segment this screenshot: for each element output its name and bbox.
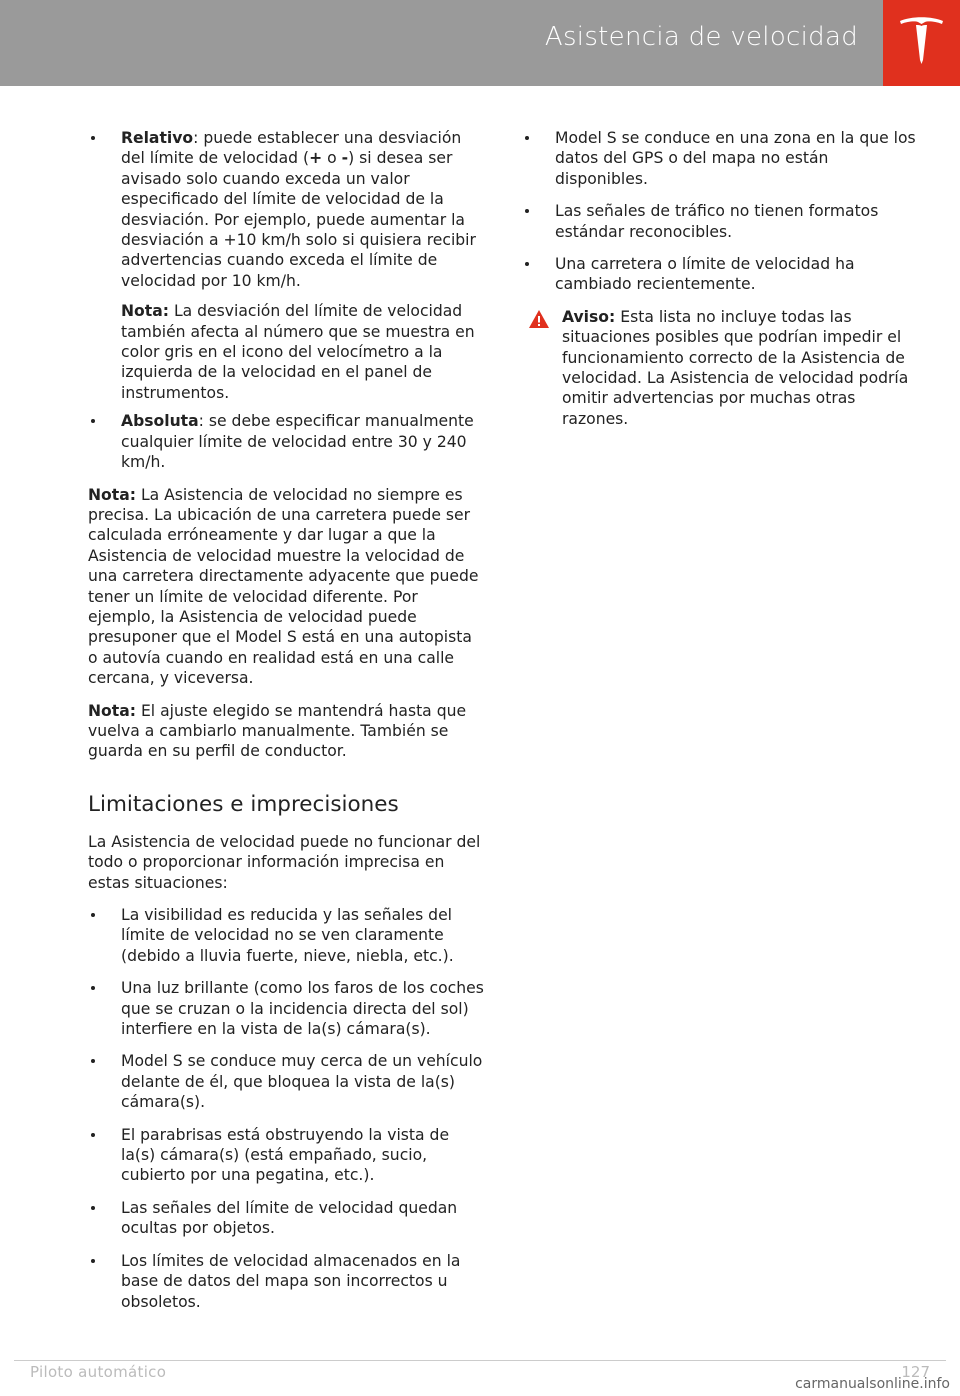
list-item: Una carretera o límite de velocidad ha cambiado recientemente. bbox=[522, 254, 918, 295]
plus-symbol: + bbox=[309, 149, 323, 168]
note-accuracy: Nota: La Asistencia de velocidad no siempre es precisa. La ubicación de una carretera puede ser calculada erróneamente y dar lugar a que la Asistencia de velocidad muestre la velocidad de una carretera directamente adyacente que puede tener un límite de velocidad diferente. Por ejemplo, la Asistencia de velocidad puede presuponer que el Model S está en una autopista o autovía cuando en realidad está en una calle cercana, y viceversa. bbox=[88, 485, 479, 688]
warning-block bbox=[522, 307, 918, 429]
minus-symbol: - bbox=[341, 149, 349, 168]
note-setting-saved: Nota: El ajuste elegido se mantendrá hasta que vuelva a cambiarlo manualmente. También se guarda en su perfil de conductor. bbox=[88, 701, 467, 761]
left-column bbox=[88, 128, 484, 1324]
footer-section: Piloto automático bbox=[30, 1363, 167, 1381]
list-item: Una luz brillante (como los faros de los coches que se cruzan o la incidencia directa del sol) interfiere en la vista de la(s) cámara(s). bbox=[88, 978, 484, 1039]
tesla-logo-icon bbox=[897, 14, 946, 68]
list-item: Las señales del límite de velocidad quedan ocultas por objetos. bbox=[88, 1198, 484, 1239]
list-item: Model S se conduce muy cerca de un vehículo delante de él, que bloquea la vista de la(s) cámara(s). bbox=[88, 1051, 484, 1112]
note-offset: Nota: La desviación del límite de velocidad también afecta al número que se muestra en color gris en el icono del velocímetro a la izquierda de la velocidad en el panel de instrumentos. bbox=[121, 302, 475, 402]
list-item: El parabrisas está obstruyendo la vista de la(s) cámara(s) (está empañado, sucio, cubierto por una pegatina, etc.). bbox=[88, 1125, 484, 1186]
page-number: 127 bbox=[901, 1363, 930, 1381]
page-title: Asistencia de velocidad bbox=[544, 22, 858, 52]
list-item: Model S se conduce en una zona en la que los datos del GPS o del mapa no están disponibles. bbox=[522, 128, 918, 189]
list-item: La visibilidad es reducida y las señales del límite de velocidad no se ven claramente (debido a lluvia fuerte, nieve, niebla, etc.). bbox=[88, 905, 484, 966]
warning-triangle-icon bbox=[528, 309, 550, 329]
list-item: Los límites de velocidad almacenados en la base de datos del mapa son incorrectos u obsoletos. bbox=[88, 1251, 484, 1312]
list-item: Las señales de tráfico no tienen formatos estándar reconocibles. bbox=[522, 201, 918, 242]
warning-text: Esta lista no incluye todas las situaciones posibles que podrían impedir el funcionamiento correcto de la Asistencia de velocidad. La Asistencia de velocidad podría omitir advertencias por muchas otras razones. bbox=[562, 307, 909, 428]
section-title: Limitaciones e imprecisiones bbox=[88, 791, 399, 817]
list-item-relativo: Relativo: puede establecer una desviación del límite de velocidad (+ o -) si desea ser avisado solo cuando exceda un valor especificado del límite de velocidad de la desviación. Por ejemplo, puede aumentar la desviación a +10 km/h solo si quisiera recibir advertencias cuando exceda el límite de velocidad por 10 km/h. bbox=[88, 128, 484, 291]
brand-logo-box bbox=[883, 0, 960, 86]
list-item-absoluta: Absoluta: se debe especificar manualmente cualquier límite de velocidad entre 30 y 240 km/h. bbox=[88, 411, 484, 472]
section-intro: La Asistencia de velocidad puede no funcionar del todo o proporcionar información imprecisa en estas situaciones: bbox=[88, 832, 481, 892]
warning-label: Aviso: bbox=[562, 307, 616, 326]
term-relativo: Relativo bbox=[121, 129, 194, 147]
watermark: carmanualsonline.info bbox=[795, 1376, 950, 1392]
footer-divider bbox=[14, 1360, 946, 1361]
page-header bbox=[0, 0, 960, 86]
term-absoluta: Absoluta bbox=[121, 412, 199, 431]
right-column bbox=[522, 128, 918, 429]
